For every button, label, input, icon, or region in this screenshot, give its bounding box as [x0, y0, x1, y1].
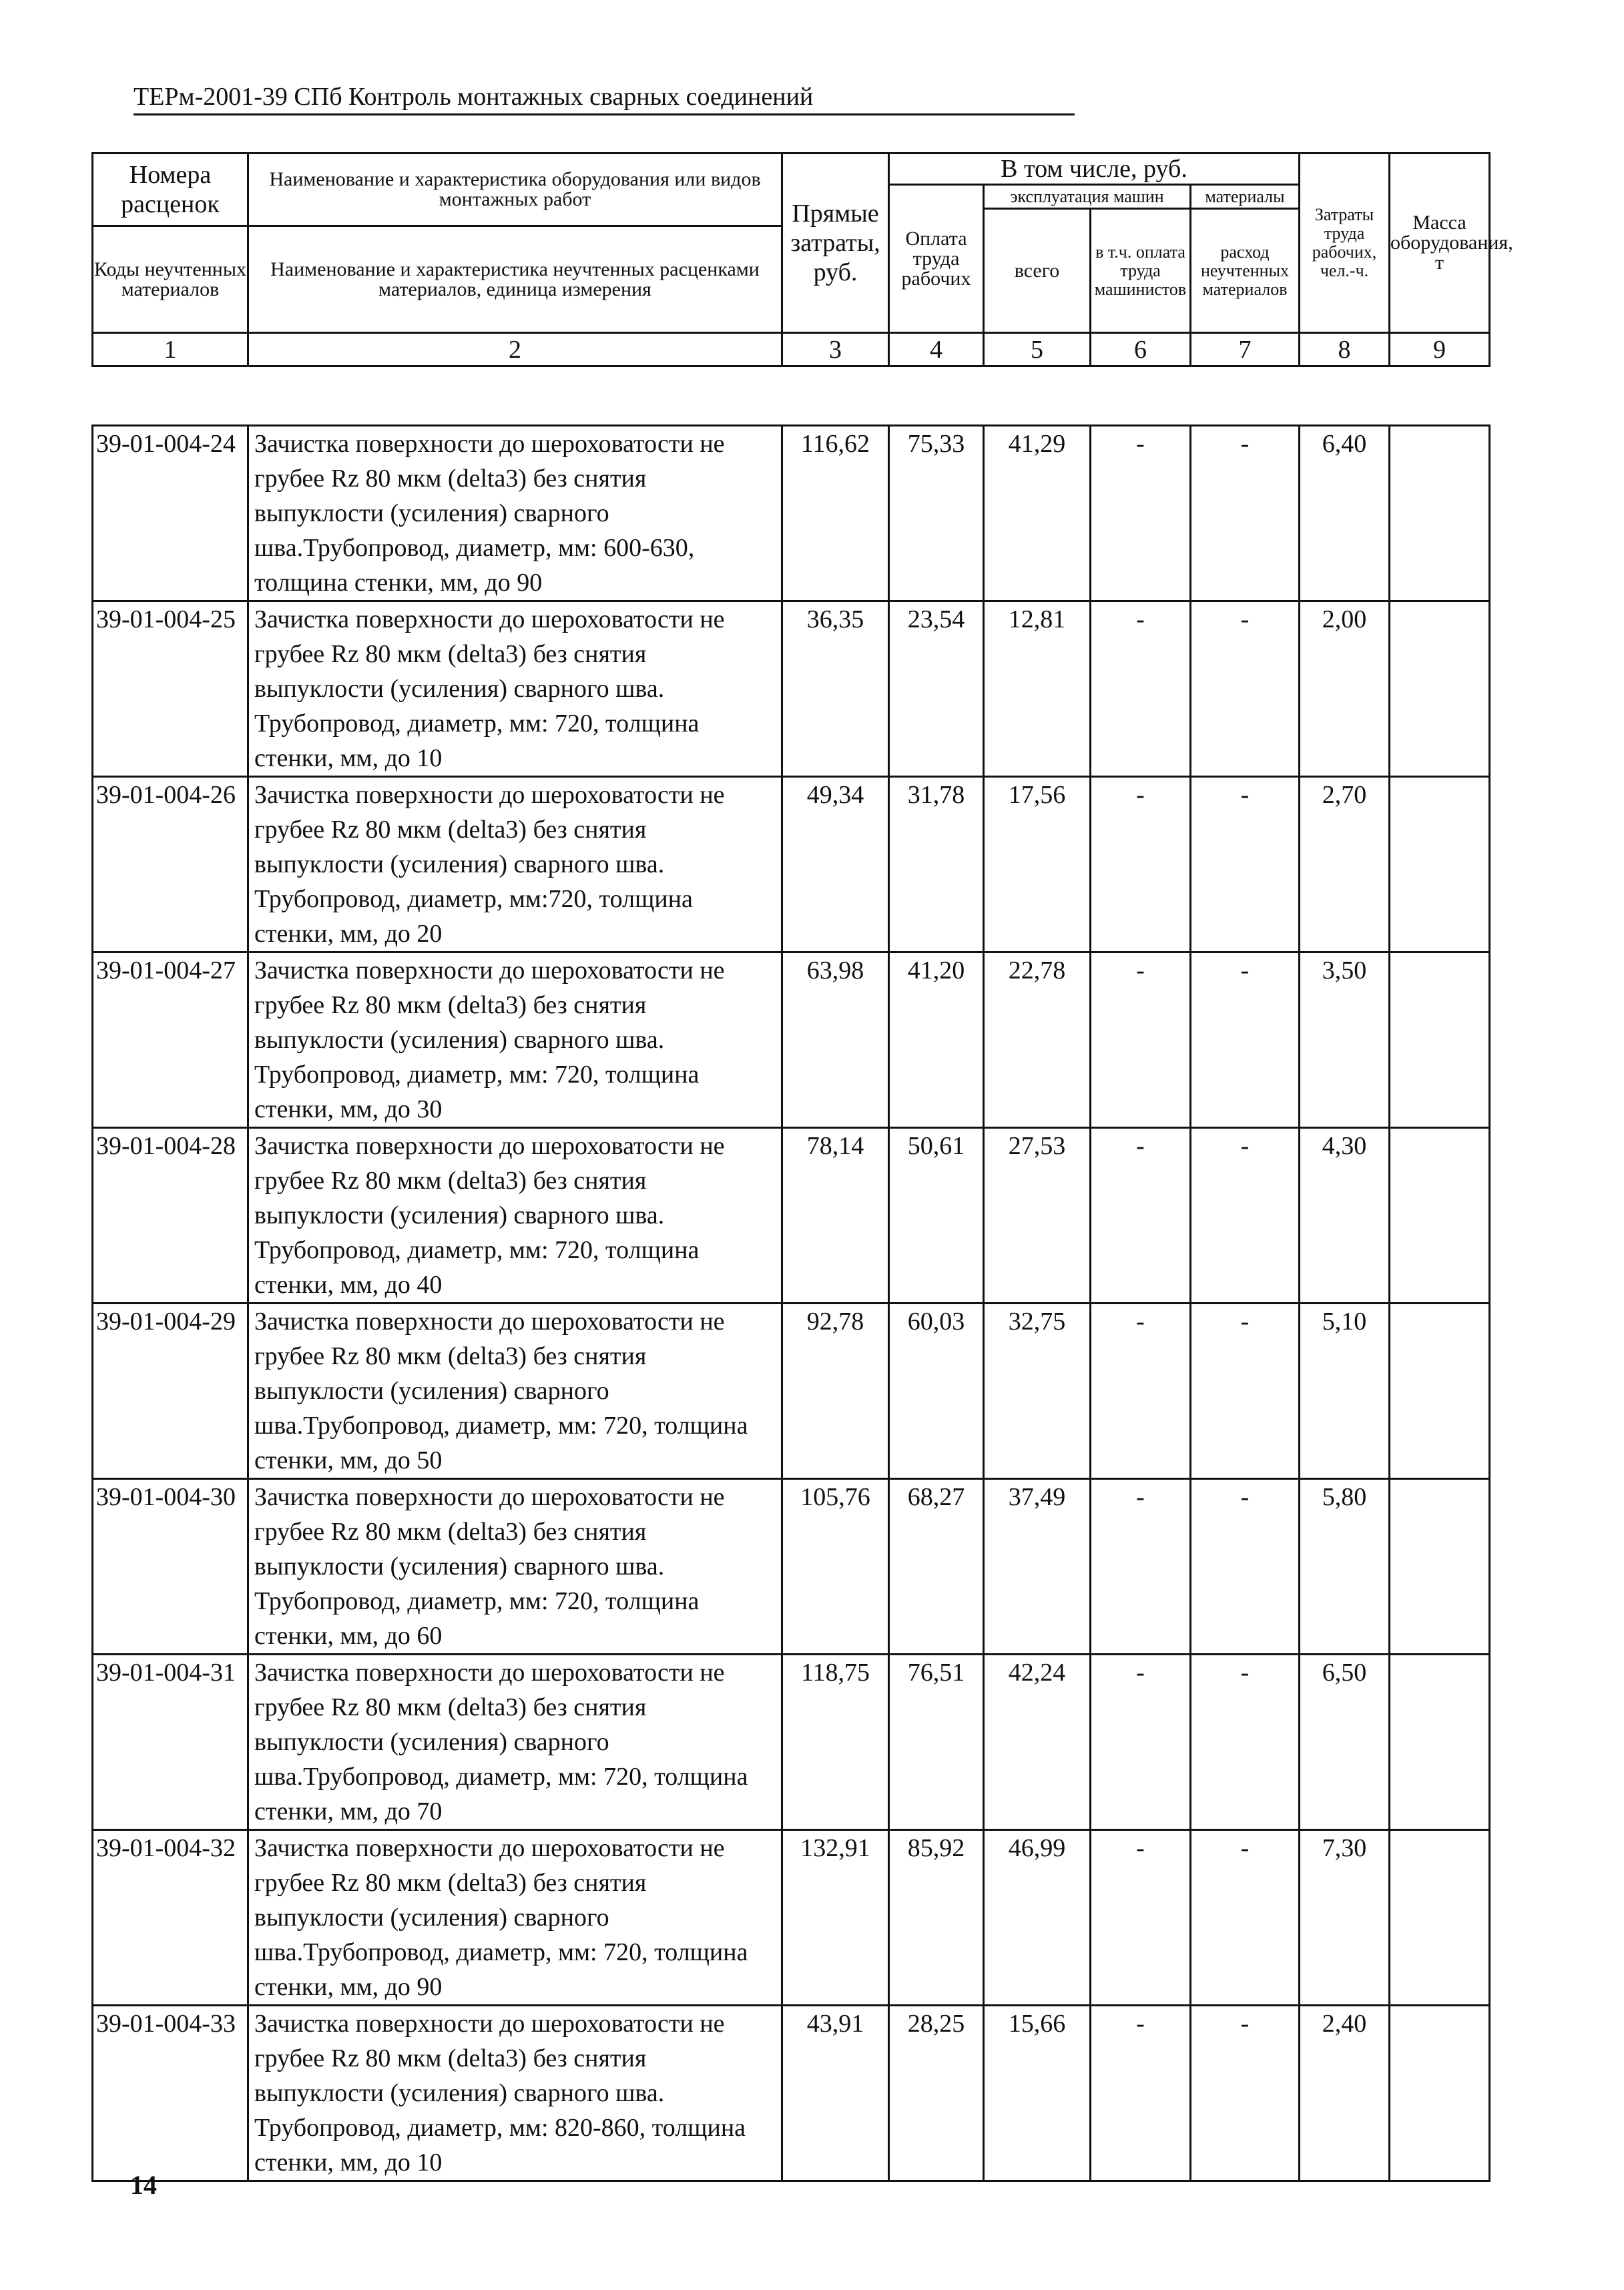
header-machinists-pay: в т.ч. оплата труда машинистов: [1091, 209, 1191, 333]
labor-pay: 68,27: [889, 1479, 984, 1655]
header-equipment-mass: Масса оборудования, т: [1390, 154, 1490, 333]
header-work-description: Наименование и характеристика оборудования или видов монтажных работ: [248, 154, 782, 226]
machinists-pay: -: [1091, 1655, 1191, 1830]
labor-pay: 31,78: [889, 777, 984, 952]
materials-consumption: -: [1191, 1830, 1300, 2006]
rates-table: [91, 424, 1491, 2182]
direct-costs: 43,91: [782, 2006, 889, 2181]
machines-total: 27,53: [984, 1128, 1091, 1304]
labor-hours: 3,50: [1300, 952, 1390, 1128]
machines-total: 41,29: [984, 426, 1091, 601]
rate-description: Зачистка поверхности до шероховатости не грубее Rz 80 мкм (delta3) без снятия выпуклости (усиления) сварного шва. Трубопровод, диаметр, мм: 720, толщина стенки, мм, до 10: [248, 601, 782, 777]
machinists-pay: -: [1091, 1304, 1191, 1479]
table-row: [93, 952, 1490, 1128]
direct-costs: 63,98: [782, 952, 889, 1128]
labor-pay: 76,51: [889, 1655, 984, 1830]
table-row: [93, 426, 1490, 601]
header-col-number: 6: [1091, 333, 1191, 366]
machinists-pay: -: [1091, 1128, 1191, 1304]
header-labor-pay: Оплата труда рабочих: [889, 185, 984, 333]
rate-code: 39-01-004-24: [93, 426, 248, 601]
machinists-pay: -: [1091, 1830, 1191, 2006]
header-machines-group: эксплуатация машин: [984, 185, 1191, 209]
materials-consumption: -: [1191, 601, 1300, 777]
header-col-number: 4: [889, 333, 984, 366]
rate-description: Зачистка поверхности до шероховатости не грубее Rz 80 мкм (delta3) без снятия выпуклости (усиления) сварного шва. Трубопровод, диаметр, мм: 720, толщина стенки, мм, до 40: [248, 1128, 782, 1304]
rate-description: Зачистка поверхности до шероховатости не грубее Rz 80 мкм (delta3) без снятия выпуклости (усиления) сварного шва.Трубопровод, диаметр, мм: 720, толщина стенки, мм, до 90: [248, 1830, 782, 2006]
machines-total: 42,24: [984, 1655, 1091, 1830]
labor-pay: 50,61: [889, 1128, 984, 1304]
page-number: 14: [130, 2170, 157, 2200]
labor-pay: 60,03: [889, 1304, 984, 1479]
header-col-number: 7: [1191, 333, 1300, 366]
machinists-pay: -: [1091, 2006, 1191, 2181]
rate-description: Зачистка поверхности до шероховатости не грубее Rz 80 мкм (delta3) без снятия выпуклости (усиления) сварного шва.Трубопровод, диаметр, мм: 720, толщина стенки, мм, до 50: [248, 1304, 782, 1479]
table-row: [93, 1304, 1490, 1479]
rate-code: 39-01-004-29: [93, 1304, 248, 1479]
equipment-mass: [1390, 2006, 1490, 2181]
equipment-mass: [1390, 1830, 1490, 2006]
table-row: [93, 601, 1490, 777]
labor-hours: 2,40: [1300, 2006, 1390, 2181]
equipment-mass: [1390, 1479, 1490, 1655]
labor-pay: 23,54: [889, 601, 984, 777]
direct-costs: 132,91: [782, 1830, 889, 2006]
rate-description: Зачистка поверхности до шероховатости не грубее Rz 80 мкм (delta3) без снятия выпуклости (усиления) сварного шва.Трубопровод, диаметр, мм: 720, толщина стенки, мм, до 70: [248, 1655, 782, 1830]
labor-hours: 5,80: [1300, 1479, 1390, 1655]
direct-costs: 78,14: [782, 1128, 889, 1304]
materials-consumption: -: [1191, 2006, 1300, 2181]
materials-consumption: -: [1191, 1128, 1300, 1304]
rate-description: Зачистка поверхности до шероховатости не грубее Rz 80 мкм (delta3) без снятия выпуклости (усиления) сварного шва. Трубопровод, диаметр, мм:720, толщина стенки, мм, до 20: [248, 777, 782, 952]
machinists-pay: -: [1091, 952, 1191, 1128]
direct-costs: 118,75: [782, 1655, 889, 1830]
header-rate-numbers: Номера расценок: [93, 154, 248, 226]
machines-total: 12,81: [984, 601, 1091, 777]
labor-hours: 2,70: [1300, 777, 1390, 952]
table-row: [93, 2006, 1490, 2181]
equipment-mass: [1390, 1128, 1490, 1304]
materials-consumption: -: [1191, 1304, 1300, 1479]
rate-description: Зачистка поверхности до шероховатости не грубее Rz 80 мкм (delta3) без снятия выпуклости (усиления) сварного шва. Трубопровод, диаметр, мм: 820-860, толщина стенки, мм, до 10: [248, 2006, 782, 2181]
rate-code: 39-01-004-28: [93, 1128, 248, 1304]
header-col-number: 1: [93, 333, 248, 366]
machines-total: 22,78: [984, 952, 1091, 1128]
rate-code: 39-01-004-30: [93, 1479, 248, 1655]
equipment-mass: [1390, 1655, 1490, 1830]
materials-consumption: -: [1191, 426, 1300, 601]
machinists-pay: -: [1091, 777, 1191, 952]
rate-description: Зачистка поверхности до шероховатости не грубее Rz 80 мкм (delta3) без снятия выпуклости (усиления) сварного шва. Трубопровод, диаметр, мм: 720, толщина стенки, мм, до 30: [248, 952, 782, 1128]
header-table: [91, 152, 1513, 367]
rate-code: 39-01-004-25: [93, 601, 248, 777]
materials-consumption: -: [1191, 1479, 1300, 1655]
equipment-mass: [1390, 777, 1490, 952]
machines-total: 17,56: [984, 777, 1091, 952]
materials-consumption: -: [1191, 1655, 1300, 1830]
labor-hours: 6,50: [1300, 1655, 1390, 1830]
direct-costs: 49,34: [782, 777, 889, 952]
equipment-mass: [1390, 601, 1490, 777]
header-labor-hours: Затраты труда рабочих, чел.-ч.: [1300, 154, 1390, 333]
labor-pay: 75,33: [889, 426, 984, 601]
table-row: [93, 1479, 1490, 1655]
labor-pay: 28,25: [889, 2006, 984, 2181]
rate-code: 39-01-004-27: [93, 952, 248, 1128]
table-row: [93, 1655, 1490, 1830]
rate-description: Зачистка поверхности до шероховатости не грубее Rz 80 мкм (delta3) без снятия выпуклости (усиления) сварного шва.Трубопровод, диаметр, мм: 600-630, толщина стенки, мм, до 90: [248, 426, 782, 601]
labor-hours: 6,40: [1300, 426, 1390, 601]
rate-code: 39-01-004-26: [93, 777, 248, 952]
header-materials-consumption: расход неучтенных материалов: [1191, 209, 1300, 333]
rate-description: Зачистка поверхности до шероховатости не грубее Rz 80 мкм (delta3) без снятия выпуклости (усиления) сварного шва. Трубопровод, диаметр, мм: 720, толщина стенки, мм, до 60: [248, 1479, 782, 1655]
direct-costs: 92,78: [782, 1304, 889, 1479]
table-row: [93, 1128, 1490, 1304]
header-materials-group: материалы: [1191, 185, 1300, 209]
rate-code: 39-01-004-33: [93, 2006, 248, 2181]
labor-hours: 4,30: [1300, 1128, 1390, 1304]
labor-hours: 5,10: [1300, 1304, 1390, 1479]
header-col-number: 5: [984, 333, 1091, 366]
materials-consumption: -: [1191, 952, 1300, 1128]
header-machines-total: всего: [984, 209, 1091, 333]
machinists-pay: -: [1091, 601, 1191, 777]
machines-total: 37,49: [984, 1479, 1091, 1655]
direct-costs: 36,35: [782, 601, 889, 777]
rate-code: 39-01-004-32: [93, 1830, 248, 2006]
header-direct-costs: Прямые затраты, руб.: [782, 154, 889, 333]
machinists-pay: -: [1091, 1479, 1191, 1655]
labor-hours: 7,30: [1300, 1830, 1390, 2006]
machines-total: 15,66: [984, 2006, 1091, 2181]
header-col-number: 9: [1390, 333, 1490, 366]
machines-total: 46,99: [984, 1830, 1091, 2006]
machinists-pay: -: [1091, 426, 1191, 601]
labor-pay: 41,20: [889, 952, 984, 1128]
rate-code: 39-01-004-31: [93, 1655, 248, 1830]
machines-total: 32,75: [984, 1304, 1091, 1479]
header-including: В том числе, руб.: [889, 154, 1300, 185]
equipment-mass: [1390, 426, 1490, 601]
header-col-number: 8: [1300, 333, 1390, 366]
direct-costs: 105,76: [782, 1479, 889, 1655]
labor-pay: 85,92: [889, 1830, 984, 2006]
header-material-codes: Коды неучтенных материалов: [93, 226, 248, 333]
table-row: [93, 777, 1490, 952]
document-title: ТЕРм-2001-39 СПб Контроль монтажных сварных соединений: [133, 80, 1075, 115]
labor-hours: 2,00: [1300, 601, 1390, 777]
header-col-number: 3: [782, 333, 889, 366]
materials-consumption: -: [1191, 777, 1300, 952]
equipment-mass: [1390, 1304, 1490, 1479]
header-col-number: 2: [248, 333, 782, 366]
equipment-mass: [1390, 952, 1490, 1128]
table-row: [93, 1830, 1490, 2006]
direct-costs: 116,62: [782, 426, 889, 601]
header-material-description: Наименование и характеристика неучтенных расценками материалов, единица измерения: [248, 226, 782, 333]
